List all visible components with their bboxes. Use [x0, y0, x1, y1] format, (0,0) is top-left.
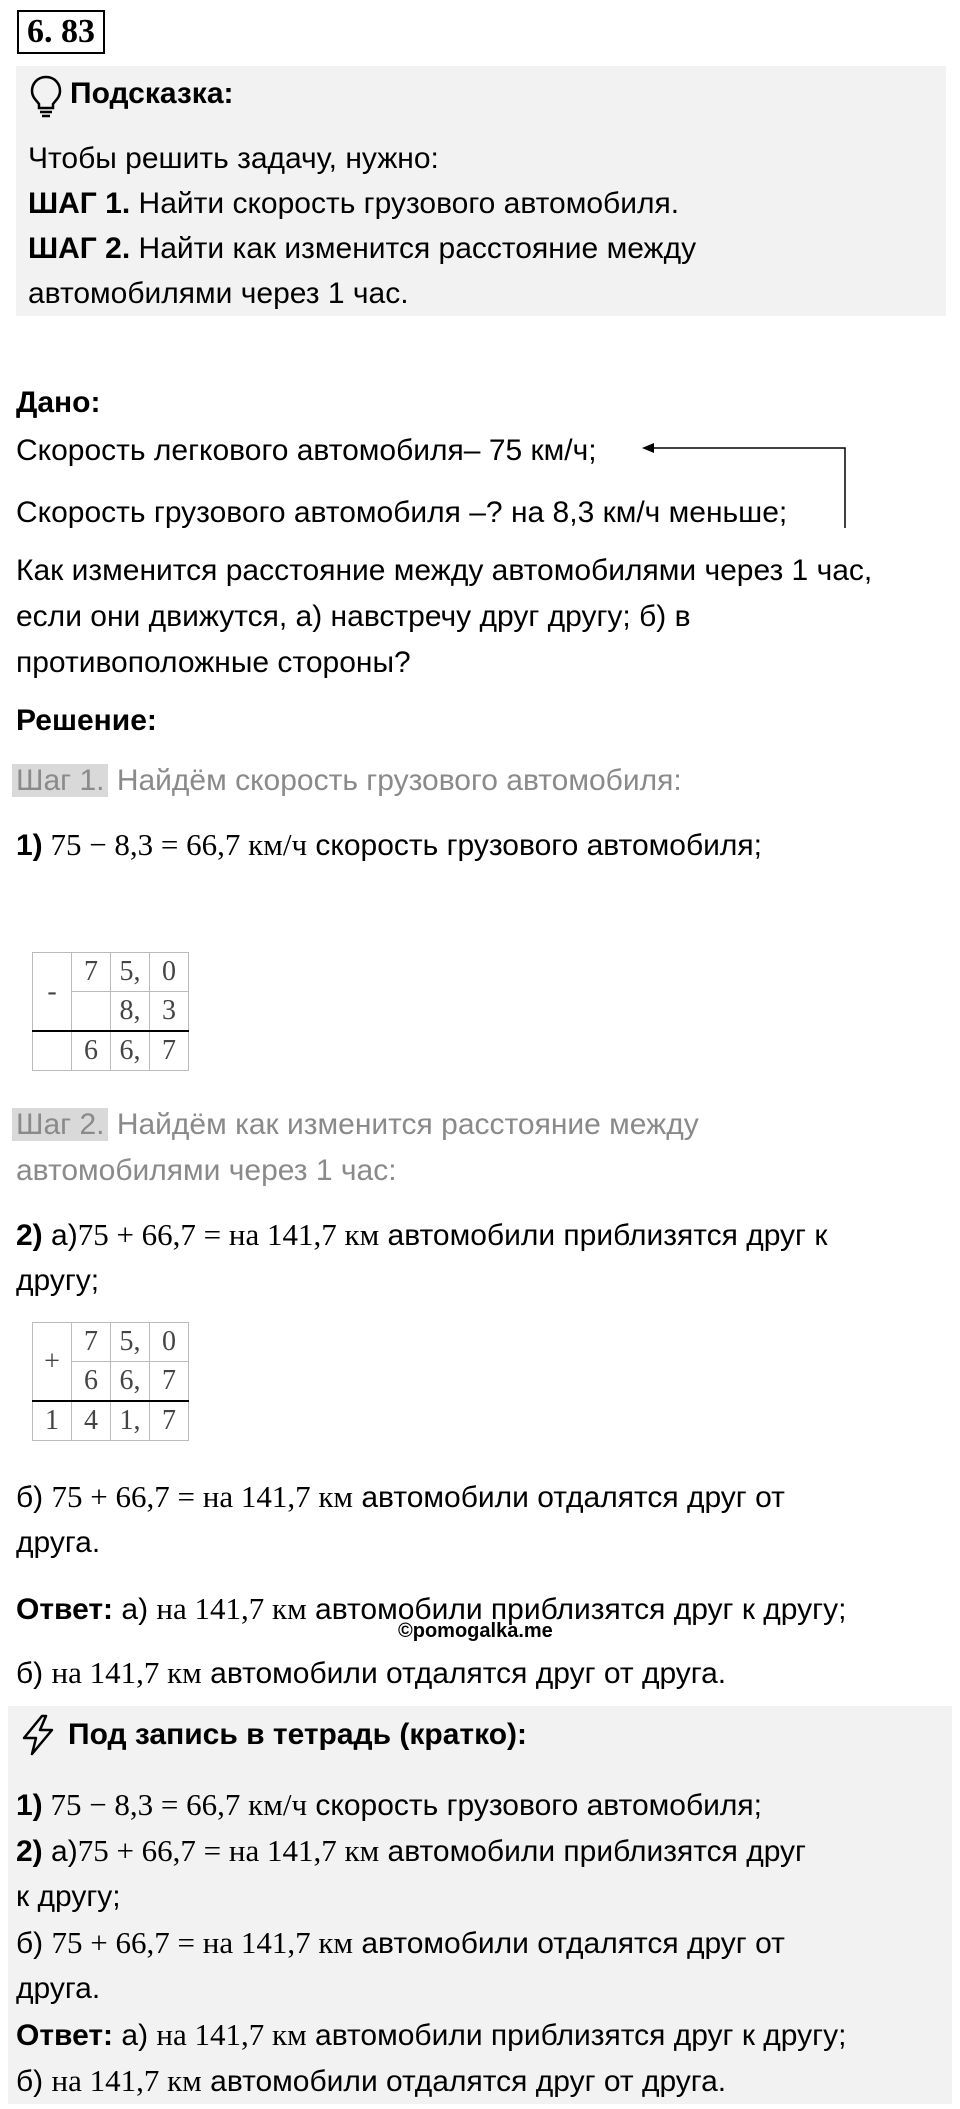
answer-b-text: автомобили отдалятся друг от друга. [201, 1657, 727, 1690]
add-cell: 1, [111, 1401, 150, 1441]
eq1-math: 75 − 8,3 = 66,7 км/ч [42, 827, 308, 862]
short-answer-b-text: автомобили отдалятся друг от друга. [201, 2065, 727, 2098]
short-l2-prefix: а) [42, 1835, 78, 1868]
add-cell: 5, [111, 1323, 150, 1362]
short-answer-a-math: на 141,7 км [156, 2017, 307, 2052]
lightbulb-icon [28, 74, 64, 118]
solution-step1 [12, 758, 682, 803]
given-question-2: если они движутся, а) навстречу друг другу; б) в [16, 600, 691, 633]
short-l2-text: автомобили приблизятся друг [379, 1835, 806, 1868]
step2-tag: Шаг 2. [12, 1108, 108, 1141]
answer-b-prefix: б) [16, 1657, 52, 1690]
hint-step1 [28, 181, 679, 226]
eq1-text: скорость грузового автомобиля; [307, 829, 762, 862]
step1-text: Найдём скорость грузового автомобиля: [108, 764, 682, 797]
solution-step2-cont: автомобилями через 1 час: [16, 1154, 397, 1187]
short-answer-a-prefix: а) [113, 2019, 157, 2052]
eq2a-text: автомобили приблизятся друг к [379, 1219, 828, 1252]
hint-step1-label: ШАГ 1. [28, 187, 131, 220]
watermark: ©pomogalka.me [398, 1620, 553, 1642]
short-line-3-cont: друга. [16, 1972, 101, 2005]
hint-step2-text: Найти как изменится расстояние между [130, 232, 697, 265]
reference-arrow [640, 440, 850, 530]
equation-2b [16, 1474, 785, 1521]
add-cell: 7 [72, 1323, 111, 1362]
answer-a-text: автомобили приблизятся друг к другу; [306, 1593, 847, 1626]
answer-a-prefix: а) [113, 1593, 157, 1626]
add-cell: 6, [111, 1362, 150, 1402]
short-line-2 [16, 1828, 806, 1875]
short-line-3 [16, 1920, 785, 1967]
addition-column [32, 1322, 189, 1441]
hint-step2-label: ШАГ 2. [28, 232, 131, 265]
given-title: Дано: [16, 386, 101, 419]
hint-step1-text: Найти скорость грузового автомобиля. [130, 187, 680, 220]
short-answer-label: Ответ: [16, 2019, 114, 2052]
short-line-2-cont: к другу; [16, 1880, 121, 1913]
add-sign: + [33, 1323, 72, 1402]
hint-title: Подсказка: [70, 77, 234, 110]
equation-2b-cont: друга. [16, 1526, 101, 1559]
lightning-icon [18, 1714, 58, 1756]
short-l1-math: 75 − 8,3 = 66,7 км/ч [42, 1787, 308, 1822]
solution-title: Решение: [16, 704, 157, 737]
sub-cell: 8, [111, 992, 150, 1032]
sub-sign: - [33, 953, 72, 1032]
solution-step2 [12, 1102, 699, 1147]
eq2b-prefix: б) [16, 1481, 52, 1514]
add-cell: 6 [72, 1362, 111, 1402]
step1-tag: Шаг 1. [12, 764, 108, 797]
short-l3-prefix: б) [16, 1927, 52, 1960]
given-question-3: противоположные стороны? [16, 646, 411, 679]
short-answer-a [16, 2012, 846, 2059]
eq2b-math: 75 + 66,7 = на 141,7 км [51, 1479, 354, 1514]
short-l3-math: 75 + 66,7 = на 141,7 км [51, 1925, 354, 1960]
equation-1 [16, 822, 762, 869]
answer-label: Ответ: [16, 1593, 114, 1626]
hint-panel [16, 66, 946, 316]
short-answer-b [16, 2058, 726, 2105]
subtraction-column [32, 952, 189, 1071]
eq1-number: 1) [16, 829, 43, 862]
short-l1-number: 1) [16, 1789, 43, 1822]
given-line2: Скорость грузового автомобиля –? на 8,3 км/ч меньше; [16, 496, 788, 529]
short-title: Под запись в тетрадь (кратко): [68, 1718, 528, 1751]
short-line-1 [16, 1782, 762, 1829]
short-l2-math: 75 + 66,7 = на 141,7 км [77, 1833, 380, 1868]
eq2a-math: 75 + 66,7 = на 141,7 км [77, 1217, 380, 1252]
hint-step2-cont: автомобилями через 1 час. [28, 277, 409, 310]
add-cell: 7 [150, 1362, 189, 1402]
short-answer-b-math: на 141,7 км [51, 2063, 202, 2098]
eq2-number: 2) [16, 1219, 43, 1252]
eq2b-text: автомобили отдалятся друг от [353, 1481, 785, 1514]
equation-2a-cont: другу; [16, 1264, 100, 1297]
short-notes-panel [8, 1706, 952, 2104]
answer-a-math: на 141,7 км [156, 1591, 307, 1626]
sub-cell: 5, [111, 953, 150, 992]
given-line1: Скорость легкового автомобиля– 75 км/ч; [16, 434, 597, 467]
given-question-1: Как изменится расстояние между автомобилями через 1 час, [16, 554, 873, 587]
sub-cell: 7 [72, 953, 111, 992]
sub-cell: 7 [150, 1031, 189, 1071]
answer-b-math: на 141,7 км [51, 1655, 202, 1690]
answer-b [16, 1650, 726, 1697]
short-l2-number: 2) [16, 1835, 43, 1868]
sub-cell [72, 992, 111, 1032]
add-cell: 4 [72, 1401, 111, 1441]
sub-cell [33, 1031, 72, 1071]
add-cell: 0 [150, 1323, 189, 1362]
problem-number: 6. 83 [17, 10, 105, 54]
eq2a-prefix: а) [42, 1219, 78, 1252]
hint-step2 [28, 226, 696, 271]
sub-cell: 3 [150, 992, 189, 1032]
add-cell: 1 [33, 1401, 72, 1441]
short-l3-text: автомобили отдалятся друг от [353, 1927, 785, 1960]
sub-cell: 6, [111, 1031, 150, 1071]
short-answer-a-text: автомобили приблизятся друг к другу; [306, 2019, 847, 2052]
sub-cell: 0 [150, 953, 189, 992]
add-cell: 7 [150, 1401, 189, 1441]
hint-intro: Чтобы решить задачу, нужно: [28, 142, 439, 175]
equation-2a [16, 1212, 827, 1259]
short-answer-b-prefix: б) [16, 2065, 52, 2098]
short-l1-text: скорость грузового автомобиля; [307, 1789, 762, 1822]
step2-text: Найдём как изменится расстояние между [108, 1108, 699, 1141]
sub-cell: 6 [72, 1031, 111, 1071]
